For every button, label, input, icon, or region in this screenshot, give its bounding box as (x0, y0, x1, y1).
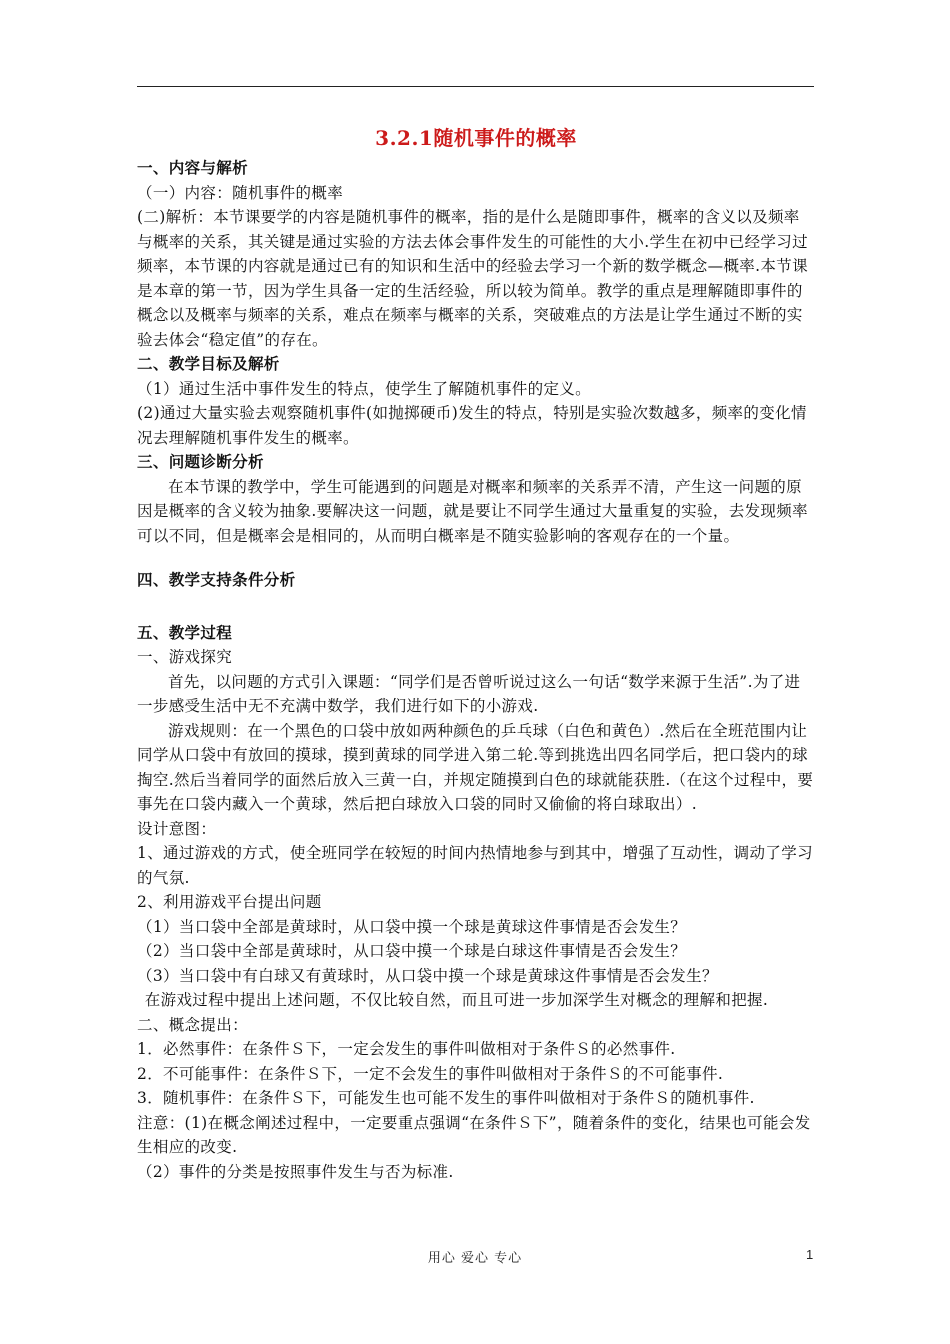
paragraph: 2、利用游戏平台提出问题 (137, 893, 322, 911)
note: 注意：(1)在概念阐述过程中，一定要重点强调“在条件Ｓ下”，随着条件的变化，结果也可能会发生相应的改变. (137, 1113, 811, 1156)
subheading: 二、概念提出： (137, 1015, 248, 1034)
paragraph: (二)解析：本节课要学的内容是随机事件的概率，指的是什么是随即事件，概率的含义以及频率与概率的关系，其关键是通过实验的方法去体会事件发生的可能性的大小.学生在初中已经学习过频率，本节课的内容就是通过已有的知识和生活中的经验去学习一个新的数学概念—概率.本节课是本章的第一节，因为学生具备一定的生活经验，所以较为简单。教学的重点是理解随即事件的概念以及概率与频率的关系，难点在频率与概率的关系，突破难点的方法是让学生通过不断的实验去体会“稳定值”的存在。 (137, 208, 808, 349)
header-rule (137, 86, 814, 87)
question-item: （1）当口袋中全部是黄球时，从口袋中摸一个球是黄球这件事情是否会发生？ (137, 917, 687, 936)
note: （2）事件的分类是按照事件发生与否为标准. (137, 1162, 454, 1181)
spacer (137, 593, 815, 621)
paragraph: （一）内容：随机事件的概率 (137, 183, 344, 202)
subheading: 一、游戏探究 (137, 648, 233, 666)
section-heading: 一、内容与解析 (137, 159, 248, 177)
footer-motto: 用心 爱心 专心 (427, 1251, 523, 1266)
page-number: 1 (806, 1247, 814, 1262)
section-heading: 四、教学支持条件分析 (137, 571, 296, 589)
document-title: 3.2.1随机事件的概率 (375, 126, 577, 150)
document-body (137, 124, 815, 1184)
paragraph: 1、通过游戏的方式，使全班同学在较短的时间内热情地参与到其中，增强了互动性，调动了学习的气氛. (137, 844, 813, 887)
question-item: （2）当口袋中全部是黄球时，从口袋中摸一个球是白球这件事情是否会发生？ (137, 942, 687, 960)
paragraph: 在游戏过程中提出上述问题，不仅比较自然，而且可进一步加深学生对概念的理解和把握. (144, 991, 769, 1009)
paragraph: 设计意图： (137, 819, 217, 838)
paragraph: 在本节课的教学中，学生可能遇到的问题是对概率和频率的关系弄不清，产生这一问题的原因是概率的含义较为抽象.要解决这一问题，就是要让不同学生通过大量重复的实验，去发现频率可以不同，但是概率会是相同的，从而明白概率是不随实验影响的客观存在的一个量。 (137, 477, 808, 545)
section-heading: 三、问题诊断分析 (137, 453, 264, 471)
section-heading: 二、教学目标及解析 (137, 355, 280, 373)
definition-item: 1．必然事件：在条件Ｓ下，一定会发生的事件叫做相对于条件Ｓ的必然事件. (137, 1040, 676, 1058)
definition-item: 3．随机事件：在条件Ｓ下，可能发生也可能不发生的事件叫做相对于条件Ｓ的随机事件. (137, 1089, 755, 1107)
section-heading: 五、教学过程 (137, 623, 233, 642)
paragraph: 首先，以问题的方式引入课题：“同学们是否曾听说过这么一句话“数学来源于生活”.为了进一步感受生活中无不充满中数学，我们进行如下的小游戏. (137, 672, 801, 715)
paragraph: 游戏规则：在一个黑色的口袋中放如两种颜色的乒乓球（白色和黄色）.然后在全班范围内让同学从口袋中有放回的摸球，摸到黄球的同学进入第二轮.等到挑选出四名同学后，把口袋内的球掏空.然后当着同学的面然后放入三黄一白，并规定随摸到白色的球就能获胜.（在这个过程中，要事先在口袋内藏入一个黄球，然后把白球放入口袋的同时又偷偷的将白球取出）. (137, 721, 814, 813)
question-item: （3）当口袋中有白球又有黄球时，从口袋中摸一个球是黄球这件事情是否会发生？ (137, 966, 718, 985)
definition-item: 2．不可能事件：在条件Ｓ下，一定不会发生的事件叫做相对于条件Ｓ的不可能事件. (137, 1064, 724, 1083)
paragraph: (2)通过大量实验去观察随机事件(如抛掷硬币)发生的特点，特别是实验次数越多，频率的变化情况去理解随机事件发生的概率。 (137, 404, 807, 447)
spacer (137, 548, 815, 568)
paragraph: （1）通过生活中事件发生的特点，使学生了解随机事件的定义。 (137, 379, 592, 398)
